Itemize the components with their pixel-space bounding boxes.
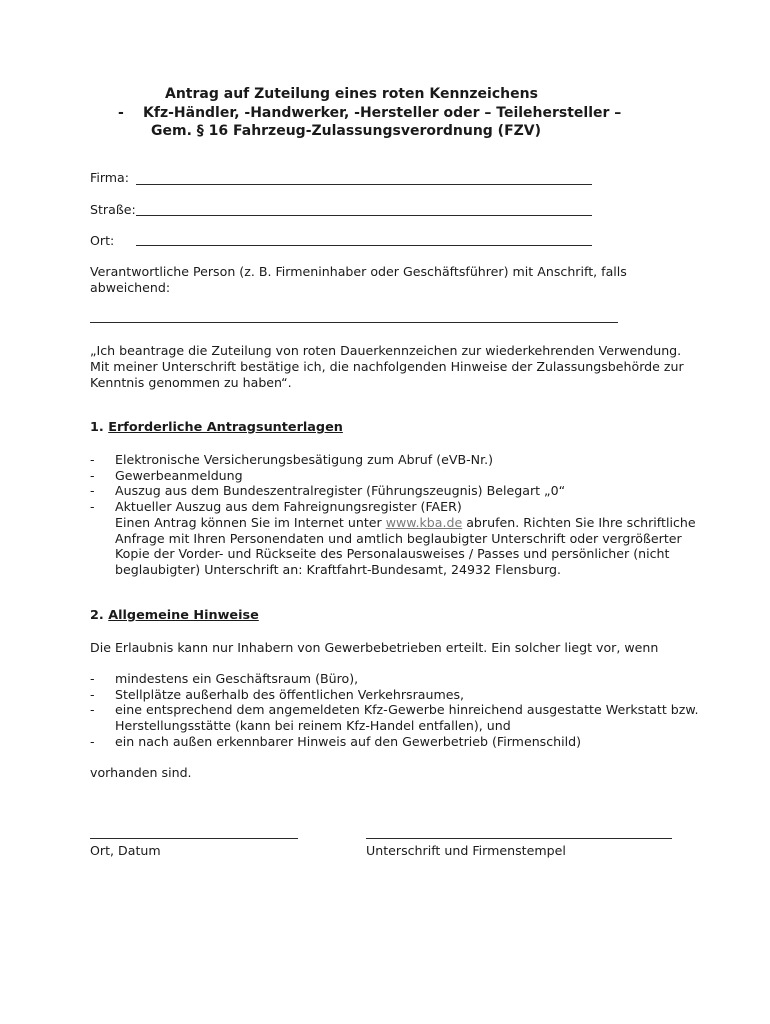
list-item: Aktueller Auszug aus dem Fahreignungsregister (FAER): [115, 499, 462, 514]
list-dash: -: [90, 734, 95, 749]
faer-text-line-4: beglaubigter) Unterschrift an: Kraftfahrt-Bundesamt, 24932 Flensburg.: [115, 562, 562, 577]
list-item: mindestens ein Geschäftsraum (Büro),: [115, 671, 359, 686]
list-dash: -: [90, 468, 95, 483]
responsible-text-line-2: abweichend:: [90, 280, 171, 295]
section-2-outro: vorhanden sind.: [90, 765, 192, 780]
ort-input-line[interactable]: [136, 245, 592, 246]
faer-text-line-3: Kopie der Vorder- und Rückseite des Personalausweises / Passes und persönlicher (nicht: [115, 546, 670, 561]
declaration-line-1: „Ich beantrage die Zuteilung von roten Dauerkennzeichen zur wiederkehrenden Verwendung.: [90, 343, 682, 358]
faer-text-line-1: [115, 515, 696, 531]
list-item: Auszug aus dem Bundeszentralregister (Führungszeugnis) Belegart „0“: [115, 483, 566, 498]
list-dash: -: [90, 499, 95, 514]
responsible-text-line-1: Verantwortliche Person (z. B. Firmeninhaber oder Geschäftsführer) mit Anschrift, falls: [90, 264, 627, 279]
section-2-title: Allgemeine Hinweise: [108, 608, 259, 623]
list-item: Elektronische Versicherungsbesätigung zum Abruf (eVB-Nr.): [115, 452, 494, 467]
title-line-2: Kfz-Händler, -Handwerker, -Hersteller oder – Teilehersteller –: [143, 105, 622, 121]
place-date-line[interactable]: [90, 838, 298, 839]
title-line-2-dash: -: [118, 105, 124, 121]
responsible-input-line[interactable]: [90, 322, 618, 323]
title-line-3: Gem. § 16 Fahrzeug-Zulassungsverordnung (FZV): [151, 123, 542, 139]
section-1-number: 1.: [90, 420, 104, 435]
faer-text-pre: Einen Antrag können Sie im Internet unter: [115, 515, 386, 530]
title-line-1: Antrag auf Zuteilung eines roten Kennzeichens: [165, 86, 538, 102]
list-item: eine entsprechend dem angemeldeten Kfz-Gewerbe hinreichend ausgestatte Werkstatt bzw.: [115, 702, 699, 717]
section-1-heading: [90, 420, 343, 436]
section-2-heading: [90, 608, 259, 624]
list-item: ein nach außen erkennbarer Hinweis auf den Gewerbetrieb (Firmenschild): [115, 734, 582, 749]
section-2-intro: Die Erlaubnis kann nur Inhabern von Gewerbebetrieben erteilt. Ein solcher liegt vor, wenn: [90, 640, 659, 655]
section-2-number: 2.: [90, 608, 104, 623]
list-item-continuation: Herstellungsstätte (kann bei reinem Kfz-Handel entfallen), und: [115, 718, 511, 733]
signature-line[interactable]: [366, 838, 672, 839]
ort-label: Ort:: [90, 233, 115, 248]
faer-text-line-2: Anfrage mit Ihren Personendaten und amtlich beglaubigter Unterschrift oder vergrößerter: [115, 531, 682, 546]
section-1-title: Erforderliche Antragsunterlagen: [108, 420, 343, 435]
list-dash: -: [90, 671, 95, 686]
list-item: Stellplätze außerhalb des öffentlichen Verkehrsraumes,: [115, 687, 465, 702]
firma-label: Firma:: [90, 170, 130, 185]
place-date-label: Ort, Datum: [90, 843, 161, 858]
list-dash: -: [90, 452, 95, 467]
strasse-input-line[interactable]: [136, 215, 592, 216]
strasse-label: Straße:: [90, 202, 136, 217]
list-dash: -: [90, 687, 95, 702]
list-item: Gewerbeanmeldung: [115, 468, 243, 483]
list-dash: -: [90, 483, 95, 498]
declaration-line-3: Kenntnis genommen zu haben“.: [90, 375, 292, 390]
list-dash: -: [90, 702, 95, 717]
kba-link[interactable]: www.kba.de: [385, 515, 463, 530]
declaration-line-2: Mit meiner Unterschrift bestätige ich, die nachfolgenden Hinweise der Zulassungsbehörde zur: [90, 359, 684, 374]
firma-input-line[interactable]: [136, 184, 592, 185]
faer-text-post: abrufen. Richten Sie Ihre schriftliche: [462, 515, 696, 530]
signature-label: Unterschrift und Firmenstempel: [366, 843, 566, 858]
